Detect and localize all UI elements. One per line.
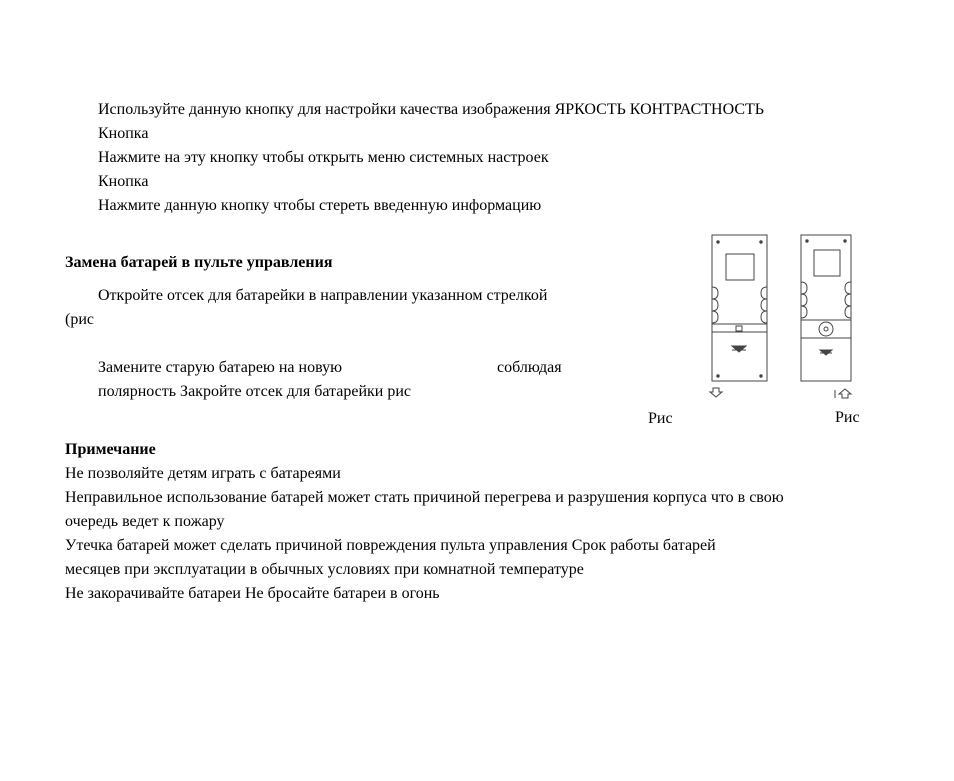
note-line-5: месяцев при эксплуатации в обычных условиях при комнатной температуре: [65, 561, 584, 578]
intro-line-4: Кнопка: [98, 173, 149, 190]
figure-caption-right: Рис: [835, 409, 860, 426]
figure-caption-left: Рис: [648, 410, 673, 427]
battery-para2-line1a: Замените старую батарею на новую: [98, 359, 343, 376]
intro-line-5: Нажмите данную кнопку чтобы стереть введенную информацию: [98, 197, 542, 214]
note-line-4: Утечка батарей может сделать причиной повреждения пульта управления Срок работы батарей: [65, 537, 716, 554]
battery-section-heading: Замена батарей в пульте управления: [65, 254, 333, 271]
note-line-6: Не закорачивайте батареи Не бросайте батареи в огонь: [65, 585, 440, 602]
note-heading: Примечание: [65, 441, 156, 458]
remote-figure-left: [704, 232, 774, 402]
remote-closed-drawing: [704, 232, 774, 402]
intro-line-2: Кнопка: [98, 125, 149, 142]
note-line-3: очередь ведет к пожару: [65, 513, 225, 530]
remote-figure-right: [795, 232, 865, 402]
battery-para2-line1b: соблюдая: [497, 359, 562, 376]
note-line-1: Не позволяйте детям играть с батареями: [65, 465, 341, 482]
battery-para1-line2: (рис: [65, 311, 94, 328]
battery-para1-line1: Откройте отсек для батарейки в направлении указанном стрелкой: [98, 287, 548, 304]
note-line-2: Неправильное использование батарей может стать причиной перегрева и разрушения корпуса что в свою: [65, 489, 784, 506]
remote-open-drawing: [795, 232, 865, 402]
battery-para2-line2: полярность Закройте отсек для батарейки рис: [98, 383, 412, 400]
intro-line-3: Нажмите на эту кнопку чтобы открыть меню системных настроек: [98, 149, 549, 166]
intro-line-1: Используйте данную кнопку для настройки качества изображения ЯРКОСТЬ КОНТРАСТНОСТЬ: [98, 101, 764, 118]
